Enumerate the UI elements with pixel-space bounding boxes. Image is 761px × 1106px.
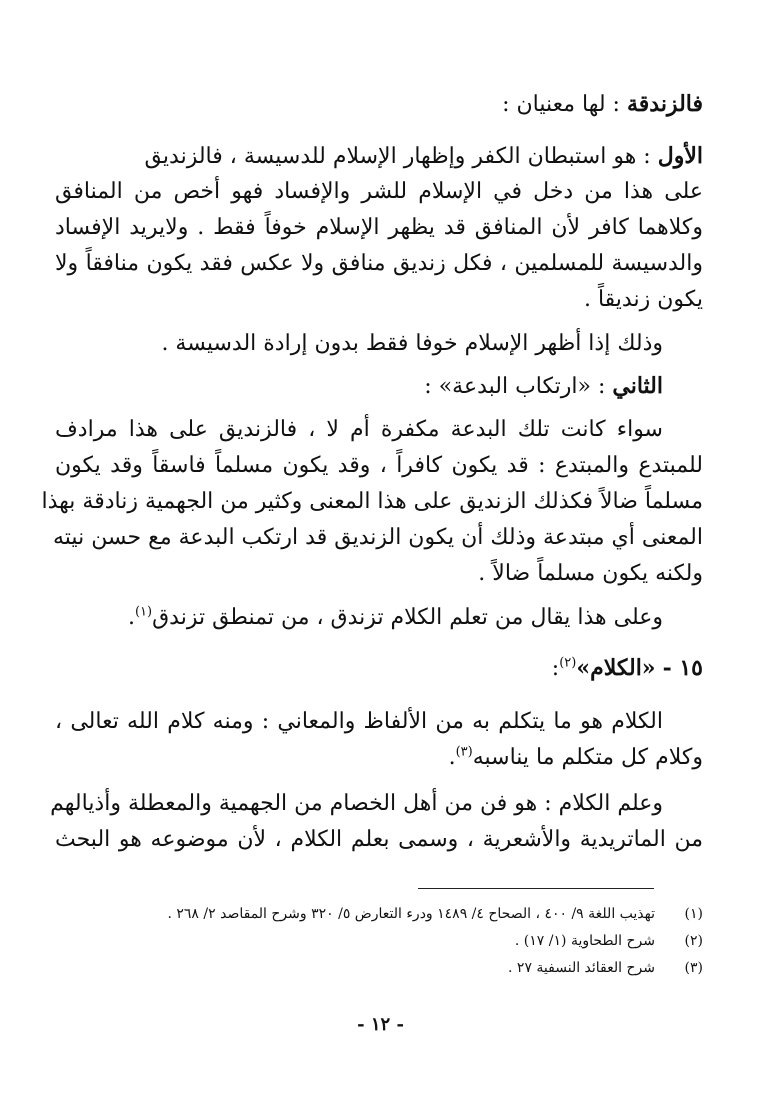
footnote-text: شرح الطحاوية (١/ ١٧) . bbox=[514, 933, 655, 949]
footnote-number: (١) bbox=[684, 906, 703, 922]
p5-end: . bbox=[448, 745, 456, 770]
paragraph-line: الكلام هو ما يتكلم به من الألفاظ والمعاني : ومنه كلام الله تعالى ، bbox=[55, 709, 663, 734]
paragraph-line bbox=[55, 604, 703, 632]
footnote-number: (٢) bbox=[684, 933, 703, 949]
paragraph-line: ولكنه يكون مسلماً ضالاً . bbox=[478, 561, 703, 586]
section-heading bbox=[55, 654, 703, 683]
heading-zandaqa bbox=[55, 90, 703, 119]
footnote-number: (٣) bbox=[684, 960, 703, 976]
footnote-separator bbox=[418, 888, 654, 889]
paragraph-line: من الماتريدية والأشعرية ، وسمى بعلم الكلام ، لأن موضوعه هو البحث bbox=[55, 827, 703, 852]
footnote-ref: (٣) bbox=[455, 744, 473, 760]
heading-rest: : لها معنيان : bbox=[502, 92, 620, 117]
p4-text: وعلى هذا يقال من تعلم الكلام تزندق ، من تمنطق تزندق bbox=[152, 605, 663, 630]
footnote-ref: (٢) bbox=[559, 655, 577, 671]
section-end: : bbox=[551, 656, 560, 681]
footnote-text: شرح العقائد النسفية ٢٧ . bbox=[508, 960, 655, 976]
footnote-text: تهذيب اللغة ٩/ ٤٠٠ ، الصحاح ٤/ ١٤٨٩ ودرء التعارض ٥/ ٣٢٠ وشرح المقاصد ٢/ ٢٦٨ . bbox=[167, 906, 655, 922]
second-meaning-line bbox=[55, 372, 703, 401]
page-number: - ١٢ - bbox=[357, 1014, 404, 1035]
first-text: : هو استبطان الكفر وإظهار الإسلام للدسيسة ، فالزنديق bbox=[144, 144, 651, 169]
paragraph-line: للمبتدع والمبتدع : قد يكون كافراً ، وقد يكون مسلماً فاسقاً وقد يكون bbox=[55, 453, 703, 478]
paragraph-line: يكون زنديقاً . bbox=[583, 287, 703, 312]
first-meaning-line bbox=[55, 142, 703, 171]
paragraph-line: مسلماً ضالاً فكذلك الزنديق على هذا المعنى وكثير من الجهمية زنادقة بهذا bbox=[41, 489, 703, 514]
paragraph-line: المعنى أي مبتدعة وذلك أن يكون الزنديق قد ارتكب البدعة مع حسن نيته bbox=[53, 525, 703, 550]
paragraph-line: والدسيسة للمسلمين ، فكل زنديق منافق ولا عكس فقد يكون منافقاً ولا bbox=[55, 251, 703, 276]
footnote bbox=[55, 958, 703, 978]
first-label: الأول bbox=[657, 143, 703, 169]
paragraph-line: على هذا من دخل في الإسلام للشر والإفساد فهو أخص من المنافق bbox=[55, 179, 703, 204]
footnote-ref: (١) bbox=[134, 604, 153, 620]
paragraph-line: سواء كانت تلك البدعة مكفرة أم لا ، فالزنديق على هذا مرادف bbox=[55, 417, 663, 442]
footnote bbox=[55, 931, 703, 951]
paragraph-line: وعلم الكلام : هو فن من أهل الخصام من الجهمية والمعطلة وأذيالهم bbox=[50, 791, 663, 816]
p4-end: . bbox=[127, 605, 135, 630]
paragraph-line bbox=[55, 744, 703, 772]
p5-text: وكلام كل متكلم ما يناسبه bbox=[472, 745, 703, 770]
paragraph-line: وذلك إذا أظهر الإسلام خوفا فقط بدون إرادة الدسيسة . bbox=[161, 331, 663, 356]
heading-bold: فالزندقة bbox=[626, 91, 703, 117]
paragraph-line: وكلاهما كافر لأن المنافق قد يظهر الإسلام خوفاً فقط . ولايريد الإفساد bbox=[55, 215, 703, 240]
section-number: ١٥ - bbox=[662, 655, 703, 681]
second-label: الثاني bbox=[612, 373, 663, 399]
section-title: «الكلام» bbox=[576, 655, 656, 681]
second-text: : «ارتكاب البدعة» : bbox=[424, 374, 606, 399]
footnote bbox=[55, 904, 703, 924]
